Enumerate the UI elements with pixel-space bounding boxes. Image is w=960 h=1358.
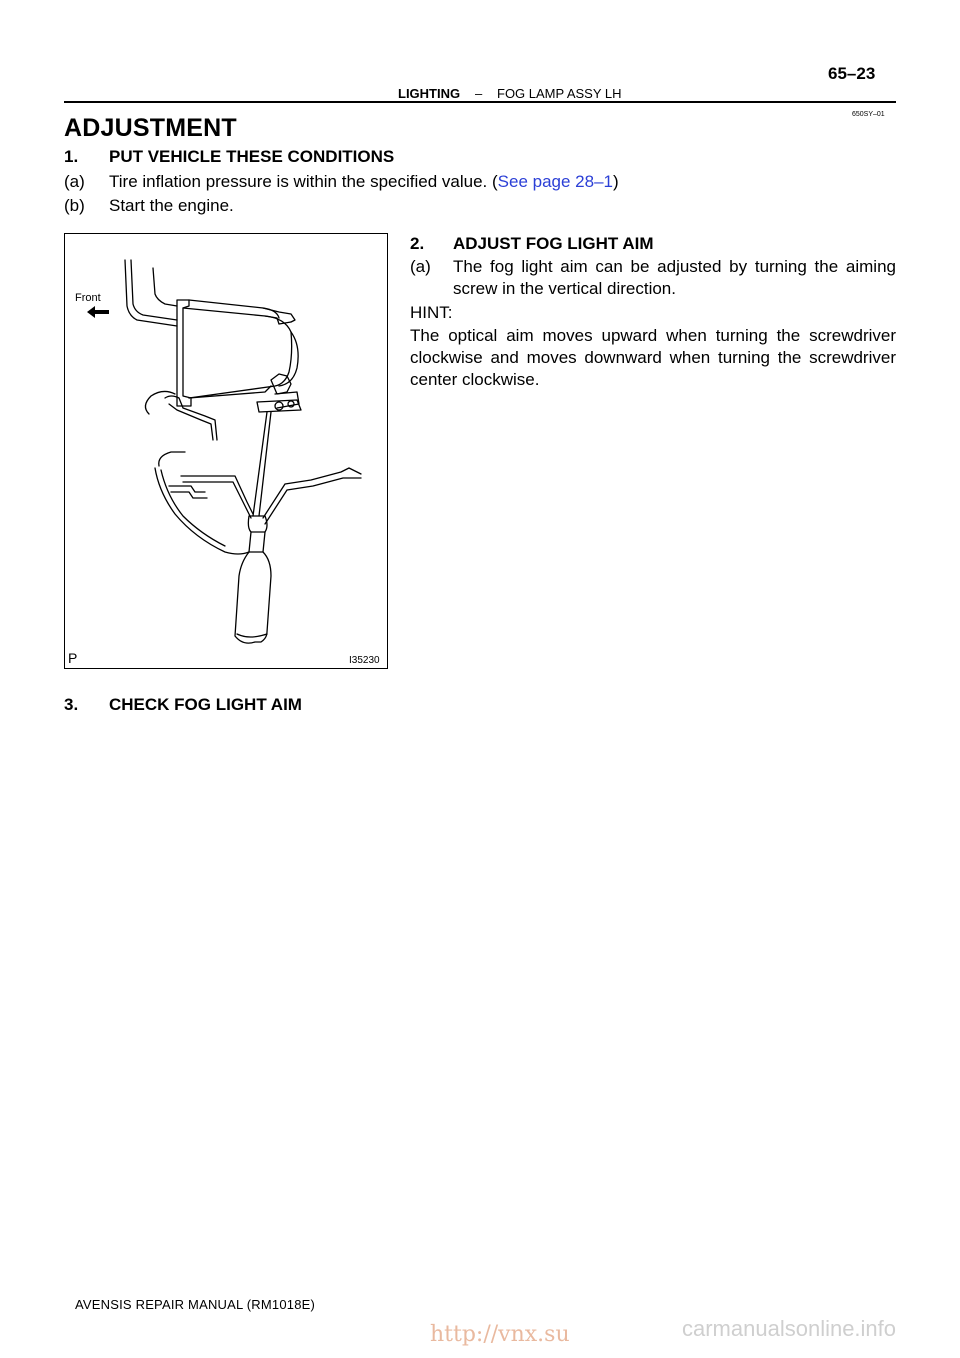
hint-label: HINT: bbox=[410, 303, 453, 322]
header-section: LIGHTING bbox=[398, 86, 461, 101]
step3-number: 3. bbox=[64, 695, 79, 714]
step2-a-label: (a) bbox=[410, 257, 431, 276]
header-rule bbox=[64, 101, 896, 103]
see-page-link[interactable]: See page 28–1 bbox=[497, 172, 614, 191]
step1-heading: PUT VEHICLE THESE CONDITIONS bbox=[109, 147, 395, 166]
fog-lamp-adjust-illustration bbox=[65, 234, 387, 668]
step1-a-body: Tire inflation pressure is within the specified value. ( bbox=[109, 172, 498, 191]
step3-heading: CHECK FOG LIGHT AIM bbox=[109, 695, 302, 714]
step2-number: 2. bbox=[410, 234, 425, 253]
step1-b-label: (b) bbox=[64, 196, 85, 215]
page-number: 65–23 bbox=[828, 64, 876, 83]
figure-id: I35230 bbox=[349, 655, 380, 666]
footer-manual-name: AVENSIS REPAIR MANUAL (RM1018E) bbox=[75, 1297, 316, 1312]
header-dash: – bbox=[475, 86, 483, 101]
step1-number: 1. bbox=[64, 147, 79, 166]
doc-code: 650SY–01 bbox=[852, 111, 885, 118]
step2-a-line1: The fog light aim can be adjusted by turning the aiming bbox=[453, 257, 896, 276]
header-subsection: FOG LAMP ASSY LH bbox=[497, 86, 622, 101]
illustration-figure bbox=[64, 233, 388, 669]
step2-a-line2: screw in the vertical direction. bbox=[453, 279, 676, 298]
step1-a-close: ) bbox=[613, 172, 619, 191]
step2-heading: ADJUST FOG LIGHT AIM bbox=[453, 234, 654, 253]
step1-a-text bbox=[109, 171, 619, 193]
step1-b-text: Start the engine. bbox=[109, 196, 234, 215]
front-label: Front bbox=[75, 292, 101, 304]
watermark-site: carmanualsonline.info bbox=[682, 1316, 897, 1341]
step1-a-label: (a) bbox=[64, 172, 85, 191]
watermark-url[interactable]: http://vnx.su bbox=[430, 1322, 570, 1347]
page-title: ADJUSTMENT bbox=[64, 114, 237, 142]
front-arrow-icon bbox=[87, 306, 109, 318]
corner-mark: P bbox=[68, 650, 78, 666]
hint-text: The optical aim moves upward when turning the screwdriver clockwise and moves downward when turning the screwdriver center clockwise. bbox=[410, 326, 896, 389]
